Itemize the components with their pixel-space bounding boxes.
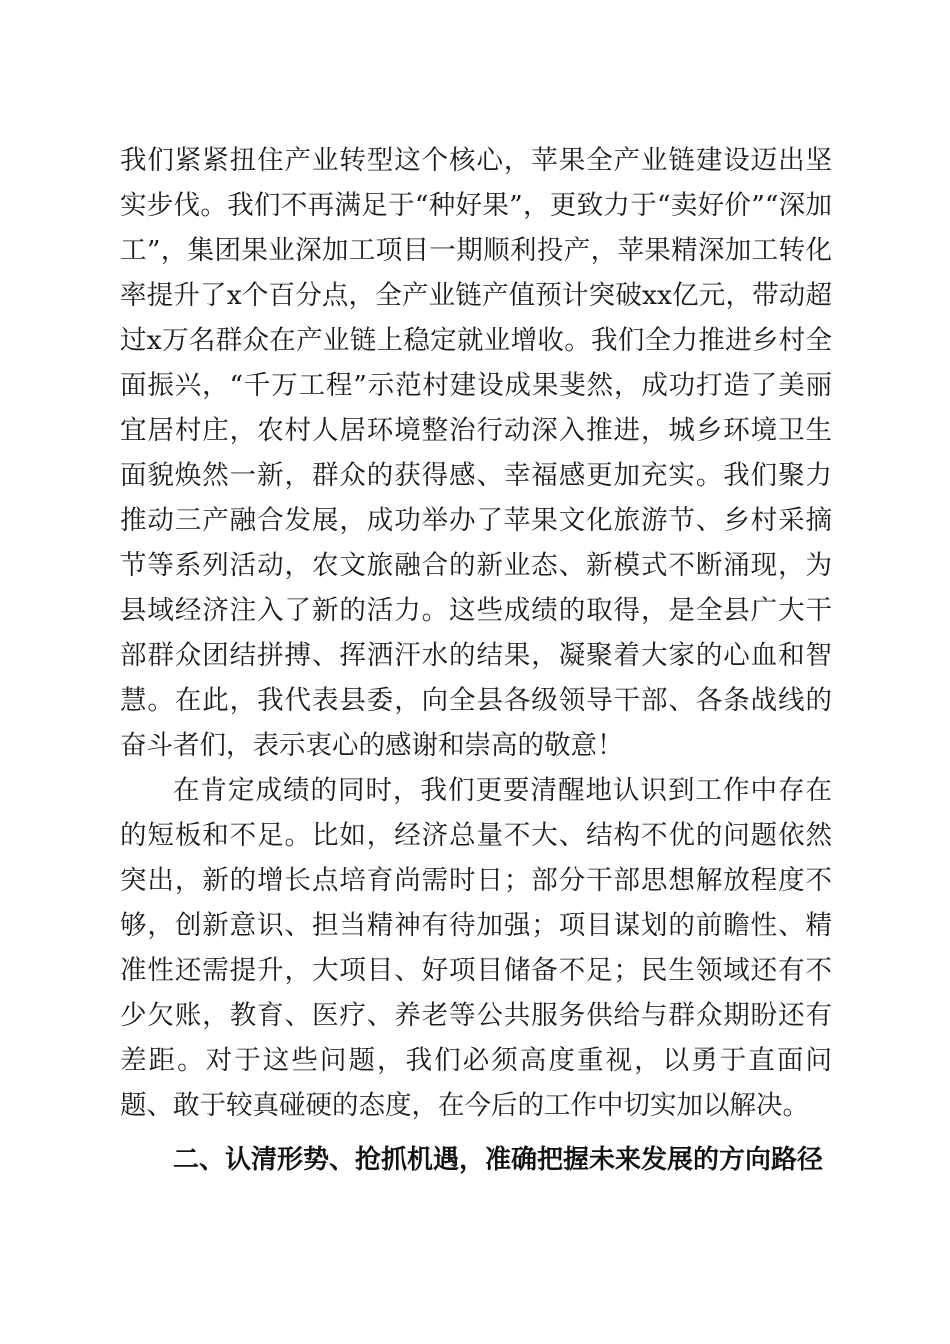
section-heading: 二、认清形势、抢抓机遇，准确把握未来发展的方向路径 [173, 1145, 824, 1175]
paragraph-achievements: 我们紧紧扭住产业转型这个核心，苹果全产业链建设迈出坚实步伐。我们不再满足于“种好果”，更致力于“卖好价”“深加工”，集团果业深加工项目一期顺利投产，苹果精深加工转化率提升了x个百分点，全产业链产值预计突破xx亿元，带动超过x万名群众在产业链上稳定就业增收。我们全力推进乡村全面振兴，“千万工程”示范村建设成果斐然，成功打造了美丽宜居村庄，农村人居环境整治行动深入推进，城乡环境卫生面貌焕然一新，群众的获得感、幸福感更加充实。我们聚力推动三产融合发展，成功举办了苹果文化旅游节、乡村采摘节等系列活动，农文旅融合的新业态、新模式不断涌现，为县域经济注入了新的活力。这些成绩的取得，是全县广大干部群众团结拼搏、挥洒汗水的结果，凝聚着大家的心血和智慧。在此，我代表县委，向全县各级领导干部、各条战线的奋斗者们，表示衷心的感谢和崇高的敬意！ [120, 145, 832, 761]
paragraph-shortcomings: 在肯定成绩的同时，我们更要清醒地认识到工作中存在的短板和不足。比如，经济总量不大、结构不优的问题依然突出，新的增长点培育尚需时日；部分干部思想解放程度不够，创新意识、担当精神有待加强；项目谋划的前瞻性、精准性还需提升，大项目、好项目储备不足；民生领域还有不少欠账，教育、医疗、养老等公共服务供给与群众期盼还有差距。对于这些问题，我们必须高度重视，以勇于直面问题、敢于较真碰硬的态度，在今后的工作中切实加以解决。 [120, 775, 832, 1121]
document-page [120, 138, 832, 1183]
